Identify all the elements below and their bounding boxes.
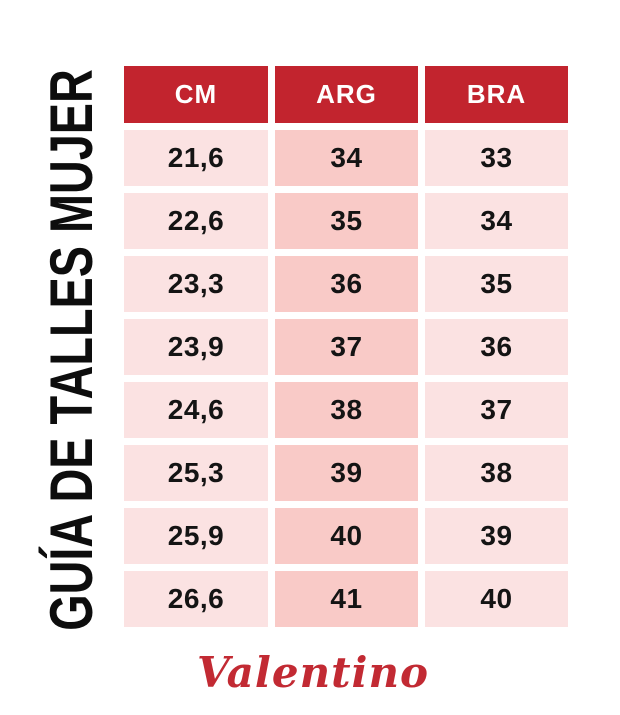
size-table — [124, 66, 568, 627]
size-cell: 37 — [275, 319, 418, 375]
size-cell: 26,6 — [124, 571, 268, 627]
size-cell: 38 — [425, 445, 568, 501]
size-cell: 40 — [425, 571, 568, 627]
size-cell: 40 — [275, 508, 418, 564]
size-cell: 23,9 — [124, 319, 268, 375]
size-cell: 24,6 — [124, 382, 268, 438]
size-cell: 25,3 — [124, 445, 268, 501]
size-cell: 41 — [275, 571, 418, 627]
header-cell-cm: CM — [124, 66, 268, 123]
header-cell-bra: BRA — [425, 66, 568, 123]
size-cell: 34 — [425, 193, 568, 249]
size-cell: 36 — [425, 319, 568, 375]
size-cell: 25,9 — [124, 508, 268, 564]
size-cell: 22,6 — [124, 193, 268, 249]
size-cell: 21,6 — [124, 130, 268, 186]
size-cell: 38 — [275, 382, 418, 438]
size-cell: 35 — [425, 256, 568, 312]
size-cell: 36 — [275, 256, 418, 312]
page-title: GUÍA DE TALLES MUJER — [38, 69, 105, 631]
size-cell: 37 — [425, 382, 568, 438]
header-cell-arg: ARG — [275, 66, 418, 123]
brand-logo: Valentino — [196, 648, 430, 697]
size-cell: 39 — [275, 445, 418, 501]
size-cell: 39 — [425, 508, 568, 564]
size-cell: 33 — [425, 130, 568, 186]
size-cell: 34 — [275, 130, 418, 186]
size-cell: 35 — [275, 193, 418, 249]
size-cell: 23,3 — [124, 256, 268, 312]
